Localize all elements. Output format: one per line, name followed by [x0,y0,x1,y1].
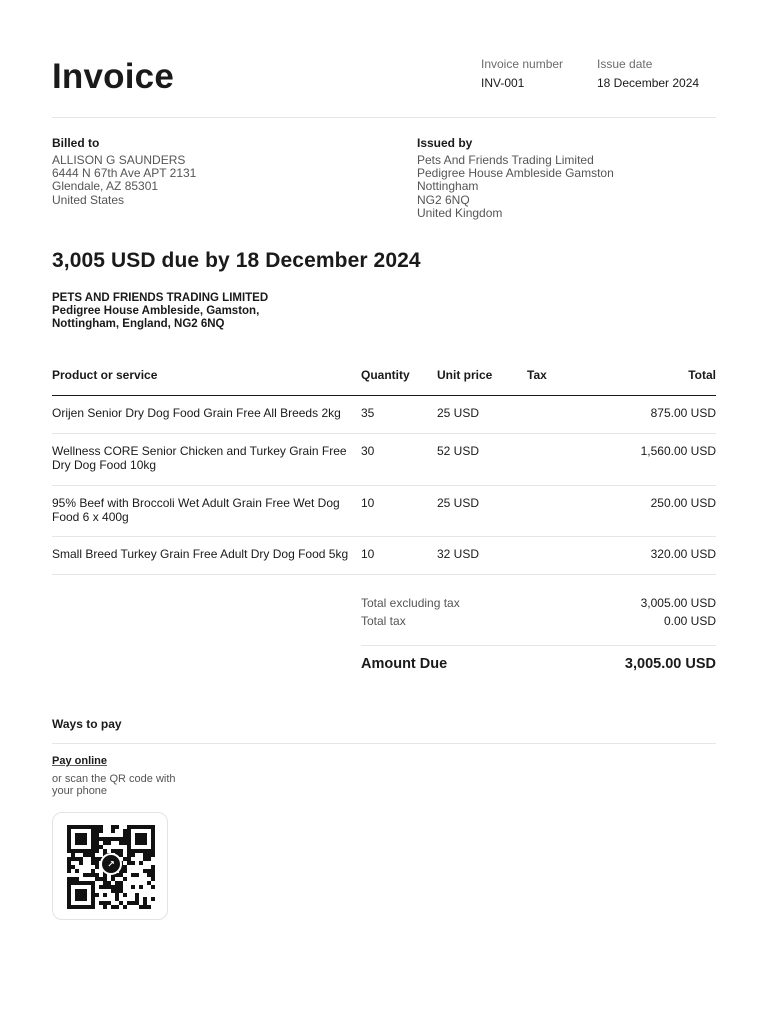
total-excluding-tax-label: Total excluding tax [361,596,460,610]
issued-by-line: Nottingham [417,179,479,194]
invoice-number-block [481,57,563,90]
row-unit-price: 52 USD [437,444,480,458]
issue-date-block [597,57,699,90]
column-header-unit-price: Unit price [437,368,493,382]
issued-by-line: United Kingdom [417,205,503,220]
billed-to-line: 6444 N 67th Ave APT 2131 [52,166,197,181]
seller-line: Pedigree House Ambleside, Gamston, [52,305,260,318]
amount-due-label: Amount Due [361,656,448,672]
billed-to-line: ALLISON G SAUNDERS [52,153,186,167]
issue-date-value: 18 December 2024 [597,76,700,90]
row-total: 1,560.00 USD [640,444,716,458]
row-unit-price: 25 USD [437,496,480,510]
qr-finder-top-right [127,825,155,853]
billed-to-block [52,136,196,207]
row-quantity: 30 [361,444,375,458]
row-unit-price: 25 USD [437,406,480,420]
total-excluding-tax-value: 3,005.00 USD [640,596,716,610]
payment-divider [52,743,716,744]
qr-code-card[interactable] [52,812,168,920]
column-header-quantity: Quantity [361,368,410,382]
header-divider [52,117,716,118]
totals-divider [361,645,716,646]
row-total: 320.00 USD [650,547,716,561]
column-header-product: Product or service [52,368,158,382]
row-quantity: 10 [361,547,375,561]
row-product: 95% Beef with Broccoli Wet Adult Grain Free Wet Dog Food 6 x 400g [52,496,340,524]
issue-date-label: Issue date [597,57,653,71]
row-divider [52,536,716,537]
issued-by-line: Pets And Friends Trading Limited [417,153,594,167]
invoice-number-value: INV-001 [481,76,525,90]
table-bottom-rule [52,574,716,575]
seller-line: PETS AND FRIENDS TRADING LIMITED [52,292,269,304]
ways-to-pay-heading: Ways to pay [52,717,122,731]
issued-by-heading: Issued by [417,136,473,150]
total-tax-label: Total tax [361,614,406,628]
seller-line: Nottingham, England, NG2 6NQ [52,318,225,331]
amount-due-headline: 3,005 USD due by 18 December 2024 [52,249,421,272]
seller-address [52,292,268,332]
row-product: Orijen Senior Dry Dog Food Grain Free All Breeds 2kg [52,406,341,420]
issued-by-line: NG2 6NQ [417,192,470,207]
qr-hint-text: or scan the QR code with your phone [52,773,176,797]
table-header-rule [52,395,716,396]
qr-finder-bottom-left [67,881,95,909]
row-divider [52,433,716,434]
invoice-number-label: Invoice number [481,57,564,71]
invoice-title: Invoice [52,57,175,96]
billed-to-line: Glendale, AZ 85301 [52,179,159,194]
row-total: 875.00 USD [650,406,716,420]
amount-due-value: 3,005.00 USD [624,656,716,672]
row-divider [52,485,716,486]
qr-center-badge: ↗ [100,853,122,875]
qr-finder-top-left [67,825,95,853]
row-quantity: 10 [361,496,375,510]
billed-to-line: United States [52,192,125,207]
row-quantity: 35 [361,406,375,420]
total-tax-value: 0.00 USD [663,614,716,628]
row-unit-price: 32 USD [437,547,480,561]
issued-by-block [417,136,614,220]
billed-to-heading: Billed to [52,136,100,150]
row-product: Small Breed Turkey Grain Free Adult Dry Dog Food 5kg [52,547,349,561]
row-product: Wellness CORE Senior Chicken and Turkey Grain Free Dry Dog Food 10kg [52,444,347,472]
qr-module [151,905,155,909]
column-header-total: Total [688,368,716,382]
column-header-tax: Tax [527,368,547,382]
issued-by-line: Pedigree House Ambleside Gamston [417,166,614,181]
row-total: 250.00 USD [650,496,716,510]
pay-online-link[interactable]: Pay online [52,755,108,767]
